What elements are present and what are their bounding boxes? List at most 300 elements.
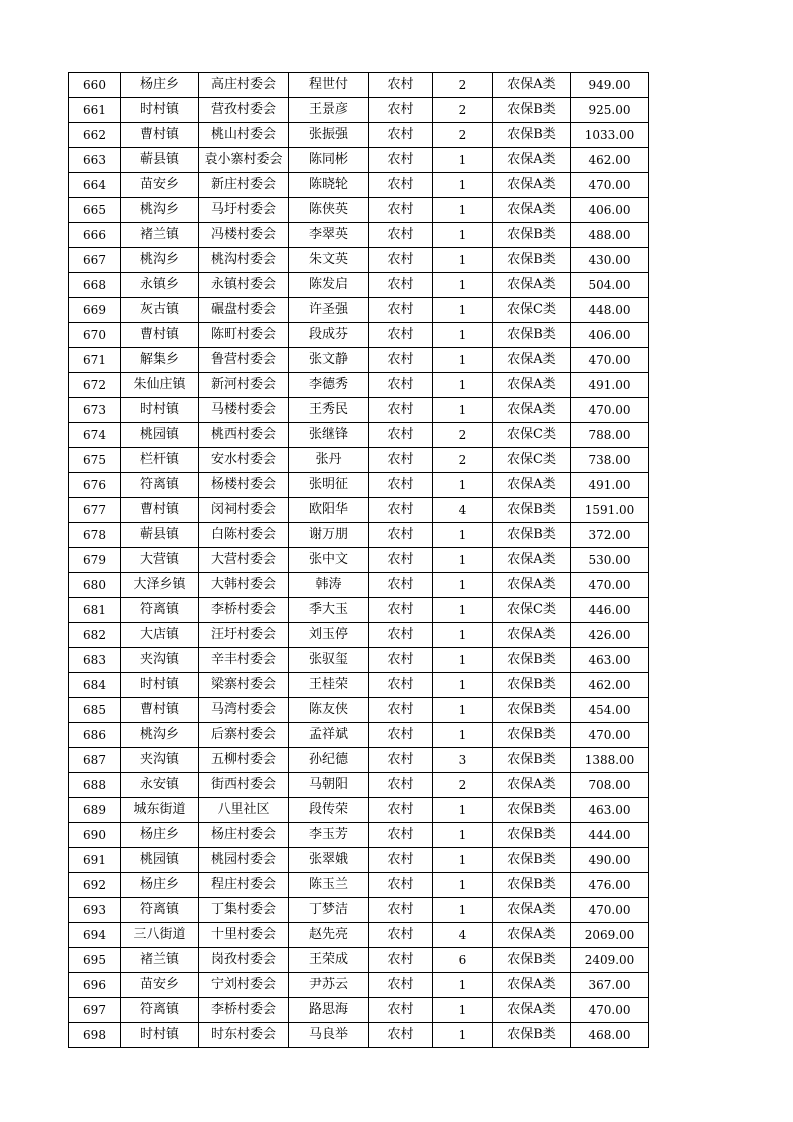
household-size-cell: 1	[433, 148, 493, 173]
amount-cell: 2409.00	[571, 948, 649, 973]
category-cell: 农保A类	[493, 148, 571, 173]
table-row	[69, 848, 649, 873]
village-cell: 李桥村委会	[199, 998, 289, 1023]
table-row	[69, 473, 649, 498]
village-cell: 永镇村委会	[199, 273, 289, 298]
household-size-cell: 1	[433, 973, 493, 998]
household-size-cell: 2	[433, 448, 493, 473]
township-cell: 栏杆镇	[121, 448, 199, 473]
area-type-cell: 农村	[369, 773, 433, 798]
category-cell: 农保B类	[493, 223, 571, 248]
area-type-cell: 农村	[369, 1023, 433, 1048]
category-cell: 农保A类	[493, 473, 571, 498]
amount-cell: 463.00	[571, 648, 649, 673]
category-cell: 农保B类	[493, 948, 571, 973]
category-cell: 农保A类	[493, 998, 571, 1023]
row-number-cell: 668	[69, 273, 121, 298]
amount-cell: 470.00	[571, 398, 649, 423]
amount-cell: 491.00	[571, 473, 649, 498]
area-type-cell: 农村	[369, 398, 433, 423]
amount-cell: 468.00	[571, 1023, 649, 1048]
village-cell: 五柳村委会	[199, 748, 289, 773]
name-cell: 张文静	[289, 348, 369, 373]
amount-cell: 925.00	[571, 98, 649, 123]
township-cell: 褚兰镇	[121, 223, 199, 248]
township-cell: 符离镇	[121, 998, 199, 1023]
amount-cell: 491.00	[571, 373, 649, 398]
table-row	[69, 273, 649, 298]
amount-cell: 504.00	[571, 273, 649, 298]
row-number-cell: 690	[69, 823, 121, 848]
table-row	[69, 748, 649, 773]
row-number-cell: 694	[69, 923, 121, 948]
name-cell: 王秀民	[289, 398, 369, 423]
village-cell: 丁集村委会	[199, 898, 289, 923]
row-number-cell: 691	[69, 848, 121, 873]
table-row	[69, 248, 649, 273]
township-cell: 杨庄乡	[121, 73, 199, 98]
household-size-cell: 1	[433, 898, 493, 923]
household-size-cell: 1	[433, 548, 493, 573]
household-size-cell: 1	[433, 523, 493, 548]
name-cell: 张丹	[289, 448, 369, 473]
township-cell: 曹村镇	[121, 698, 199, 723]
household-size-cell: 2	[433, 423, 493, 448]
table-row	[69, 698, 649, 723]
table-row	[69, 173, 649, 198]
household-size-cell: 1	[433, 298, 493, 323]
row-number-cell: 693	[69, 898, 121, 923]
name-cell: 张振强	[289, 123, 369, 148]
household-size-cell: 3	[433, 748, 493, 773]
household-size-cell: 1	[433, 598, 493, 623]
amount-cell: 788.00	[571, 423, 649, 448]
category-cell: 农保A类	[493, 173, 571, 198]
category-cell: 农保A类	[493, 773, 571, 798]
table-row	[69, 198, 649, 223]
row-number-cell: 665	[69, 198, 121, 223]
area-type-cell: 农村	[369, 98, 433, 123]
table-row	[69, 448, 649, 473]
category-cell: 农保A类	[493, 573, 571, 598]
township-cell: 大店镇	[121, 623, 199, 648]
township-cell: 蕲县镇	[121, 148, 199, 173]
row-number-cell: 687	[69, 748, 121, 773]
area-type-cell: 农村	[369, 373, 433, 398]
category-cell: 农保B类	[493, 98, 571, 123]
area-type-cell: 农村	[369, 223, 433, 248]
amount-cell: 367.00	[571, 973, 649, 998]
household-size-cell: 1	[433, 673, 493, 698]
area-type-cell: 农村	[369, 998, 433, 1023]
area-type-cell: 农村	[369, 548, 433, 573]
name-cell: 李德秀	[289, 373, 369, 398]
area-type-cell: 农村	[369, 73, 433, 98]
township-cell: 桃沟乡	[121, 723, 199, 748]
amount-cell: 476.00	[571, 873, 649, 898]
amount-cell: 949.00	[571, 73, 649, 98]
table-row	[69, 573, 649, 598]
data-table	[68, 72, 649, 1048]
amount-cell: 2069.00	[571, 923, 649, 948]
village-cell: 碾盘村委会	[199, 298, 289, 323]
category-cell: 农保B类	[493, 748, 571, 773]
household-size-cell: 1	[433, 398, 493, 423]
category-cell: 农保B类	[493, 848, 571, 873]
amount-cell: 463.00	[571, 798, 649, 823]
area-type-cell: 农村	[369, 448, 433, 473]
village-cell: 李桥村委会	[199, 598, 289, 623]
table-row	[69, 948, 649, 973]
amount-cell: 708.00	[571, 773, 649, 798]
household-size-cell: 6	[433, 948, 493, 973]
township-cell: 苗安乡	[121, 973, 199, 998]
township-cell: 苗安乡	[121, 173, 199, 198]
household-size-cell: 1	[433, 373, 493, 398]
area-type-cell: 农村	[369, 823, 433, 848]
name-cell: 欧阳华	[289, 498, 369, 523]
amount-cell: 448.00	[571, 298, 649, 323]
township-cell: 曹村镇	[121, 498, 199, 523]
area-type-cell: 农村	[369, 623, 433, 648]
area-type-cell: 农村	[369, 573, 433, 598]
table-row	[69, 923, 649, 948]
name-cell: 谢万朋	[289, 523, 369, 548]
amount-cell: 406.00	[571, 323, 649, 348]
row-number-cell: 689	[69, 798, 121, 823]
table-row	[69, 223, 649, 248]
amount-cell: 446.00	[571, 598, 649, 623]
category-cell: 农保A类	[493, 348, 571, 373]
category-cell: 农保A类	[493, 373, 571, 398]
village-cell: 桃园村委会	[199, 848, 289, 873]
township-cell: 桃沟乡	[121, 248, 199, 273]
amount-cell: 426.00	[571, 623, 649, 648]
township-cell: 灰古镇	[121, 298, 199, 323]
name-cell: 陈同彬	[289, 148, 369, 173]
area-type-cell: 农村	[369, 473, 433, 498]
household-size-cell: 1	[433, 798, 493, 823]
category-cell: 农保C类	[493, 298, 571, 323]
household-size-cell: 2	[433, 98, 493, 123]
table-row	[69, 623, 649, 648]
category-cell: 农保B类	[493, 798, 571, 823]
category-cell: 农保C类	[493, 448, 571, 473]
village-cell: 马楼村委会	[199, 398, 289, 423]
township-cell: 符离镇	[121, 898, 199, 923]
village-cell: 梁寨村委会	[199, 673, 289, 698]
area-type-cell: 农村	[369, 498, 433, 523]
village-cell: 冯楼村委会	[199, 223, 289, 248]
amount-cell: 490.00	[571, 848, 649, 873]
category-cell: 农保A类	[493, 273, 571, 298]
name-cell: 王桂荣	[289, 673, 369, 698]
village-cell: 大韩村委会	[199, 573, 289, 598]
row-number-cell: 692	[69, 873, 121, 898]
township-cell: 时村镇	[121, 673, 199, 698]
area-type-cell: 农村	[369, 698, 433, 723]
household-size-cell: 1	[433, 823, 493, 848]
household-size-cell: 1	[433, 1023, 493, 1048]
name-cell: 程世付	[289, 73, 369, 98]
township-cell: 桃园镇	[121, 848, 199, 873]
township-cell: 夹沟镇	[121, 748, 199, 773]
table-row	[69, 1023, 649, 1048]
table-row	[69, 423, 649, 448]
name-cell: 孙纪德	[289, 748, 369, 773]
village-cell: 安水村委会	[199, 448, 289, 473]
table-body	[69, 73, 649, 1048]
household-size-cell: 1	[433, 648, 493, 673]
household-size-cell: 2	[433, 773, 493, 798]
amount-cell: 470.00	[571, 573, 649, 598]
area-type-cell: 农村	[369, 248, 433, 273]
name-cell: 许圣强	[289, 298, 369, 323]
village-cell: 杨楼村委会	[199, 473, 289, 498]
name-cell: 李翠英	[289, 223, 369, 248]
name-cell: 路思海	[289, 998, 369, 1023]
area-type-cell: 农村	[369, 298, 433, 323]
township-cell: 符离镇	[121, 598, 199, 623]
table-row	[69, 98, 649, 123]
township-cell: 大泽乡镇	[121, 573, 199, 598]
amount-cell: 1591.00	[571, 498, 649, 523]
household-size-cell: 1	[433, 473, 493, 498]
table-row	[69, 123, 649, 148]
household-size-cell: 4	[433, 923, 493, 948]
name-cell: 韩涛	[289, 573, 369, 598]
village-cell: 桃西村委会	[199, 423, 289, 448]
table-row	[69, 648, 649, 673]
name-cell: 张翠娥	[289, 848, 369, 873]
household-size-cell: 1	[433, 223, 493, 248]
township-cell: 解集乡	[121, 348, 199, 373]
table-row	[69, 898, 649, 923]
township-cell: 曹村镇	[121, 123, 199, 148]
household-size-cell: 1	[433, 873, 493, 898]
village-cell: 辛丰村委会	[199, 648, 289, 673]
amount-cell: 372.00	[571, 523, 649, 548]
table-row	[69, 548, 649, 573]
category-cell: 农保C类	[493, 598, 571, 623]
category-cell: 农保A类	[493, 623, 571, 648]
name-cell: 张中文	[289, 548, 369, 573]
village-cell: 大营村委会	[199, 548, 289, 573]
household-size-cell: 1	[433, 573, 493, 598]
row-number-cell: 683	[69, 648, 121, 673]
village-cell: 高庄村委会	[199, 73, 289, 98]
amount-cell: 530.00	[571, 548, 649, 573]
household-size-cell: 1	[433, 248, 493, 273]
household-size-cell: 1	[433, 723, 493, 748]
area-type-cell: 农村	[369, 123, 433, 148]
amount-cell: 454.00	[571, 698, 649, 723]
row-number-cell: 697	[69, 998, 121, 1023]
table-row	[69, 373, 649, 398]
table-row	[69, 673, 649, 698]
name-cell: 陈玉兰	[289, 873, 369, 898]
township-cell: 朱仙庄镇	[121, 373, 199, 398]
township-cell: 时村镇	[121, 98, 199, 123]
name-cell: 李玉芳	[289, 823, 369, 848]
township-cell: 永镇乡	[121, 273, 199, 298]
name-cell: 陈发启	[289, 273, 369, 298]
name-cell: 陈友侠	[289, 698, 369, 723]
area-type-cell: 农村	[369, 748, 433, 773]
table-row	[69, 823, 649, 848]
amount-cell: 470.00	[571, 898, 649, 923]
household-size-cell: 2	[433, 123, 493, 148]
village-cell: 陈町村委会	[199, 323, 289, 348]
amount-cell: 462.00	[571, 673, 649, 698]
name-cell: 陈侠英	[289, 198, 369, 223]
name-cell: 朱文英	[289, 248, 369, 273]
township-cell: 大营镇	[121, 548, 199, 573]
name-cell: 马朝阳	[289, 773, 369, 798]
household-size-cell: 4	[433, 498, 493, 523]
table-row	[69, 773, 649, 798]
category-cell: 农保A类	[493, 398, 571, 423]
category-cell: 农保A类	[493, 973, 571, 998]
row-number-cell: 660	[69, 73, 121, 98]
household-size-cell: 1	[433, 273, 493, 298]
village-cell: 袁小寨村委会	[199, 148, 289, 173]
table-row	[69, 873, 649, 898]
household-size-cell: 1	[433, 173, 493, 198]
village-cell: 程庄村委会	[199, 873, 289, 898]
row-number-cell: 688	[69, 773, 121, 798]
category-cell: 农保B类	[493, 1023, 571, 1048]
household-size-cell: 2	[433, 73, 493, 98]
amount-cell: 462.00	[571, 148, 649, 173]
township-cell: 杨庄乡	[121, 873, 199, 898]
table-row	[69, 998, 649, 1023]
village-cell: 鲁营村委会	[199, 348, 289, 373]
row-number-cell: 667	[69, 248, 121, 273]
township-cell: 蕲县镇	[121, 523, 199, 548]
household-size-cell: 1	[433, 348, 493, 373]
area-type-cell: 农村	[369, 923, 433, 948]
amount-cell: 470.00	[571, 348, 649, 373]
row-number-cell: 696	[69, 973, 121, 998]
row-number-cell: 675	[69, 448, 121, 473]
village-cell: 新庄村委会	[199, 173, 289, 198]
amount-cell: 470.00	[571, 998, 649, 1023]
table-row	[69, 723, 649, 748]
row-number-cell: 664	[69, 173, 121, 198]
name-cell: 张继锋	[289, 423, 369, 448]
village-cell: 十里村委会	[199, 923, 289, 948]
name-cell: 季大玉	[289, 598, 369, 623]
amount-cell: 738.00	[571, 448, 649, 473]
village-cell: 岗孜村委会	[199, 948, 289, 973]
village-cell: 新河村委会	[199, 373, 289, 398]
village-cell: 汪圩村委会	[199, 623, 289, 648]
village-cell: 后寨村委会	[199, 723, 289, 748]
area-type-cell: 农村	[369, 148, 433, 173]
township-cell: 曹村镇	[121, 323, 199, 348]
row-number-cell: 678	[69, 523, 121, 548]
name-cell: 马良举	[289, 1023, 369, 1048]
amount-cell: 430.00	[571, 248, 649, 273]
household-size-cell: 1	[433, 848, 493, 873]
category-cell: 农保B类	[493, 823, 571, 848]
category-cell: 农保B类	[493, 648, 571, 673]
row-number-cell: 663	[69, 148, 121, 173]
row-number-cell: 681	[69, 598, 121, 623]
village-cell: 宁刘村委会	[199, 973, 289, 998]
name-cell: 孟祥斌	[289, 723, 369, 748]
table-row	[69, 973, 649, 998]
township-cell: 桃沟乡	[121, 198, 199, 223]
village-cell: 街西村委会	[199, 773, 289, 798]
row-number-cell: 666	[69, 223, 121, 248]
row-number-cell: 680	[69, 573, 121, 598]
area-type-cell: 农村	[369, 898, 433, 923]
name-cell: 丁梦洁	[289, 898, 369, 923]
village-cell: 马湾村委会	[199, 698, 289, 723]
row-number-cell: 684	[69, 673, 121, 698]
village-cell: 桃沟村委会	[199, 248, 289, 273]
row-number-cell: 685	[69, 698, 121, 723]
category-cell: 农保B类	[493, 248, 571, 273]
row-number-cell: 674	[69, 423, 121, 448]
name-cell: 张驭玺	[289, 648, 369, 673]
household-size-cell: 1	[433, 323, 493, 348]
village-cell: 杨庄村委会	[199, 823, 289, 848]
amount-cell: 488.00	[571, 223, 649, 248]
row-number-cell: 698	[69, 1023, 121, 1048]
table-row	[69, 398, 649, 423]
area-type-cell: 农村	[369, 423, 433, 448]
area-type-cell: 农村	[369, 973, 433, 998]
village-cell: 营孜村委会	[199, 98, 289, 123]
township-cell: 时村镇	[121, 398, 199, 423]
category-cell: 农保A类	[493, 923, 571, 948]
row-number-cell: 661	[69, 98, 121, 123]
area-type-cell: 农村	[369, 273, 433, 298]
area-type-cell: 农村	[369, 848, 433, 873]
amount-cell: 470.00	[571, 173, 649, 198]
area-type-cell: 农村	[369, 723, 433, 748]
township-cell: 时村镇	[121, 1023, 199, 1048]
row-number-cell: 662	[69, 123, 121, 148]
row-number-cell: 682	[69, 623, 121, 648]
category-cell: 农保B类	[493, 673, 571, 698]
row-number-cell: 676	[69, 473, 121, 498]
table-row	[69, 523, 649, 548]
township-cell: 桃园镇	[121, 423, 199, 448]
name-cell: 尹苏云	[289, 973, 369, 998]
amount-cell: 444.00	[571, 823, 649, 848]
row-number-cell: 695	[69, 948, 121, 973]
category-cell: 农保B类	[493, 523, 571, 548]
village-cell: 八里社区	[199, 798, 289, 823]
table-row	[69, 798, 649, 823]
name-cell: 王景彦	[289, 98, 369, 123]
category-cell: 农保A类	[493, 898, 571, 923]
household-size-cell: 1	[433, 698, 493, 723]
village-cell: 白陈村委会	[199, 523, 289, 548]
table-row	[69, 498, 649, 523]
name-cell: 段传荣	[289, 798, 369, 823]
category-cell: 农保B类	[493, 498, 571, 523]
name-cell: 段成芬	[289, 323, 369, 348]
row-number-cell: 671	[69, 348, 121, 373]
table-row	[69, 348, 649, 373]
name-cell: 刘玉停	[289, 623, 369, 648]
township-cell: 夹沟镇	[121, 648, 199, 673]
